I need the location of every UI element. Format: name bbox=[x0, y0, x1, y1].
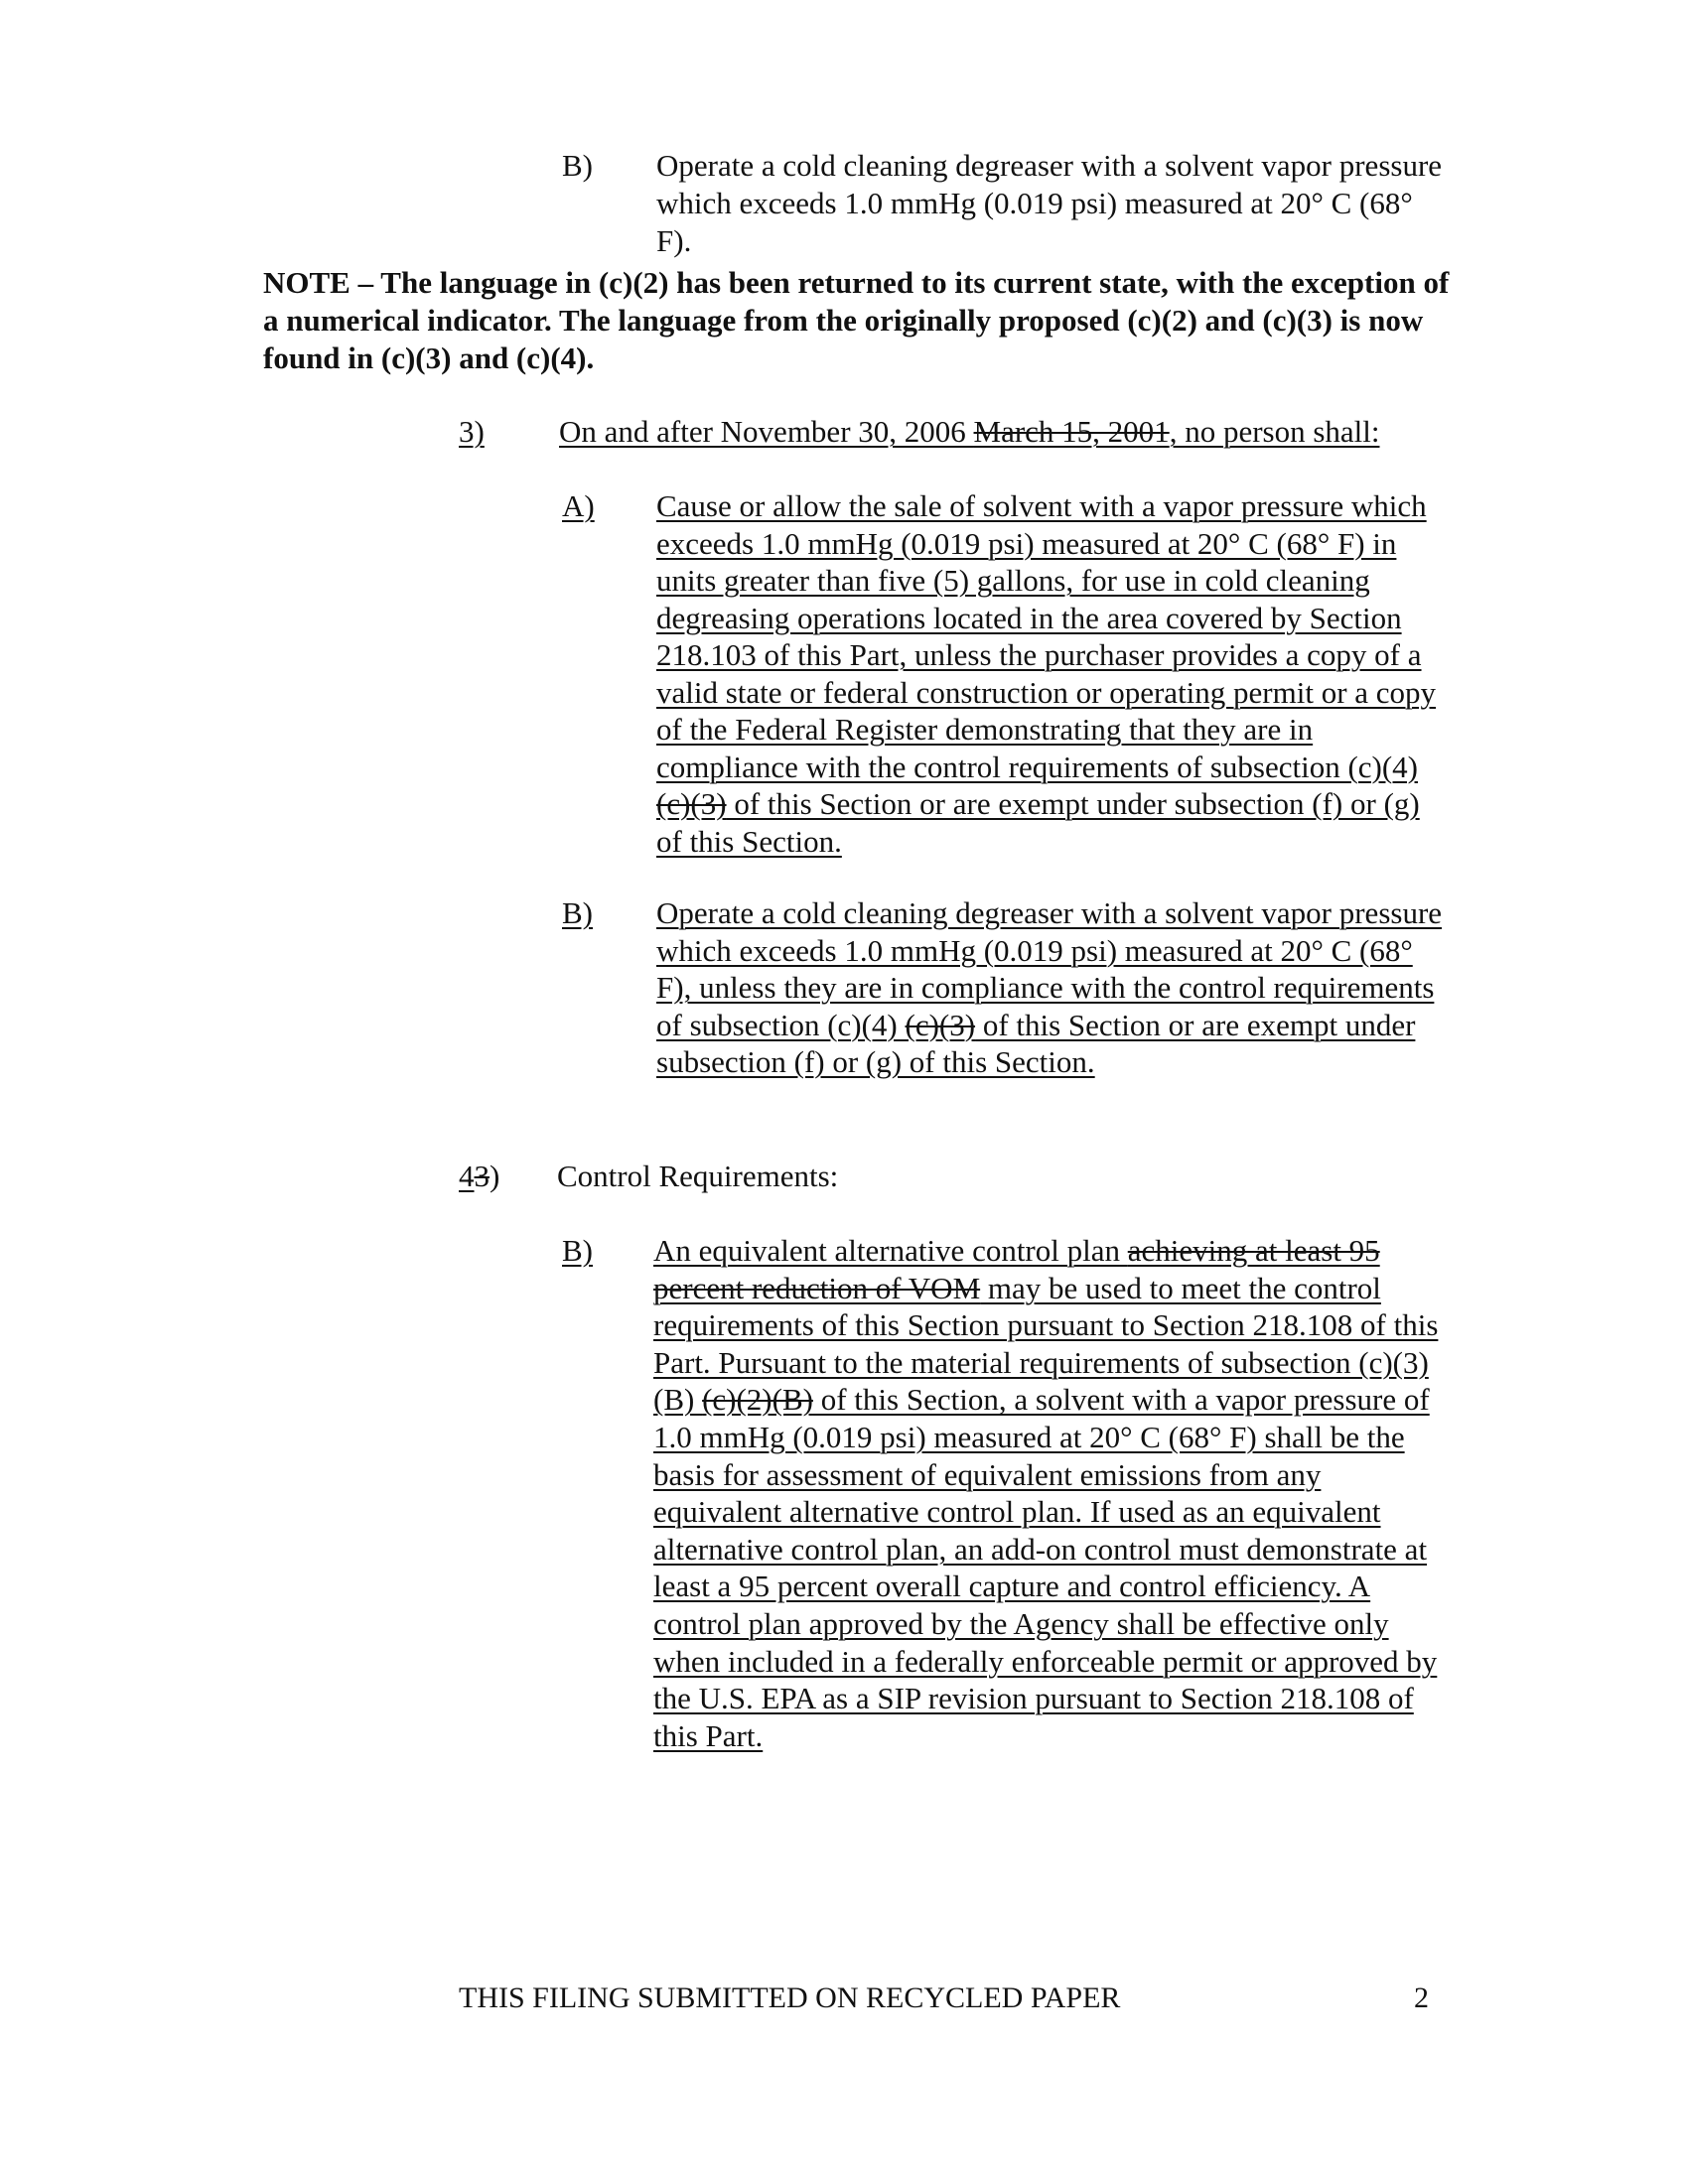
item-text-b-bottom bbox=[653, 1232, 1453, 1754]
footer-text: THIS FILING SUBMITTED ON RECYCLED PAPER bbox=[459, 1981, 1121, 2014]
section-3-intro bbox=[559, 413, 1453, 451]
item-text-b-mid bbox=[656, 894, 1451, 1081]
label-inserted-digit: 4 bbox=[459, 1159, 475, 1193]
item-a-struck-text: (c)(3) bbox=[656, 786, 727, 821]
section-label-4 bbox=[459, 1158, 499, 1195]
item-label-b-bottom: B) bbox=[562, 1233, 593, 1268]
item-b-mid-inserted-text: Operate a cold cleaning degreaser with a solvent vapor pressure which exceeds 1.0 mmHg (0.019 psi) measured at 20° C (68° F), unless they are in compliance with the control requirements of subsection (c)(4) bbox=[656, 895, 1443, 1042]
item-b-mid-struck-text: (c)(3) bbox=[905, 1007, 976, 1042]
item-b-bottom-struck-text-2: (c)(2)(B) bbox=[702, 1382, 813, 1418]
item-label-a: A) bbox=[562, 488, 595, 523]
item-b-bottom-inserted-text-1: An equivalent alternative control plan bbox=[653, 1233, 1128, 1268]
label-struck-digit: 3 bbox=[474, 1159, 490, 1193]
item-b-bottom-struck-text-1: achieving at least 95 percent reduction of VOM bbox=[653, 1233, 1380, 1305]
item-a-inserted-text-end: of this Section or are exempt under subsection (f) or (g) of this Section. bbox=[656, 786, 1420, 859]
item-b-bottom-inserted-text-2: may be used to meet the control requirements of this Section pursuant to Section 218.108 of this Part. Pursuant to the material requirements of subsection (c)(3)(B) bbox=[653, 1270, 1439, 1418]
note-paragraph: NOTE – The language in (c)(2) has been returned to its current state, with the exception of a numerical indicator. The language from the originally proposed (c)(2) and (c)(3) is now found in (c)(3) and (c)(4). bbox=[263, 265, 1450, 375]
section-label-3: 3) bbox=[459, 414, 485, 449]
intro-struck-text: March 15, 2001 bbox=[973, 414, 1170, 449]
section-4-heading: Control Requirements: bbox=[557, 1159, 839, 1193]
item-b-bottom-inserted-text-3: of this Section, a solvent with a vapor pressure of 1.0 mmHg (0.019 psi) measured at 20° C (68° F) shall be the basis for assessment of equivalent emissions from any equivalent alternative control plan. If used as an equivalent alternative control plan, an add-on control must demonstrate at least a 95 percent overall capture and control efficiency. A control plan approved by the Agency shall be effective only when included in a federally enforceable permit or approved by the U.S. EPA as a SIP revision pursuant to Section 218.108 of this Part. bbox=[653, 1382, 1438, 1753]
page-number: 2 bbox=[1414, 1981, 1429, 2014]
intro-inserted-text: On and after November 30, 2006 bbox=[559, 414, 974, 449]
item-label-b-mid: B) bbox=[562, 895, 593, 930]
label-close-paren: ) bbox=[490, 1159, 500, 1193]
item-b-mid-inserted-text-end: of this Section or are exempt under subsection (f) or (g) of this Section. bbox=[656, 1007, 1416, 1079]
item-label-b-top: B) bbox=[562, 148, 593, 183]
item-a-inserted-text: Cause or allow the sale of solvent with a vapor pressure which exceeds 1.0 mmHg (0.019 psi) measured at 20° C (68° F) in units greater than five (5) gallons, for use in cold cleaning degreasing operations located in the area covered by Section 218.103 of this Part, unless the purchaser provides a copy of a valid state or federal construction or operating permit or a copy of the Federal Register demonstrating that they are in compliance with the control requirements of subsection (c)(4) bbox=[656, 488, 1437, 784]
item-text-a bbox=[656, 487, 1451, 860]
item-text-b-top: Operate a cold cleaning degreaser with a solvent vapor pressure which exceeds 1.0 mmHg (0.019 psi) measured at 20° C (68° F). bbox=[656, 148, 1443, 258]
intro-inserted-text-end: , no person shall: bbox=[1169, 414, 1380, 449]
